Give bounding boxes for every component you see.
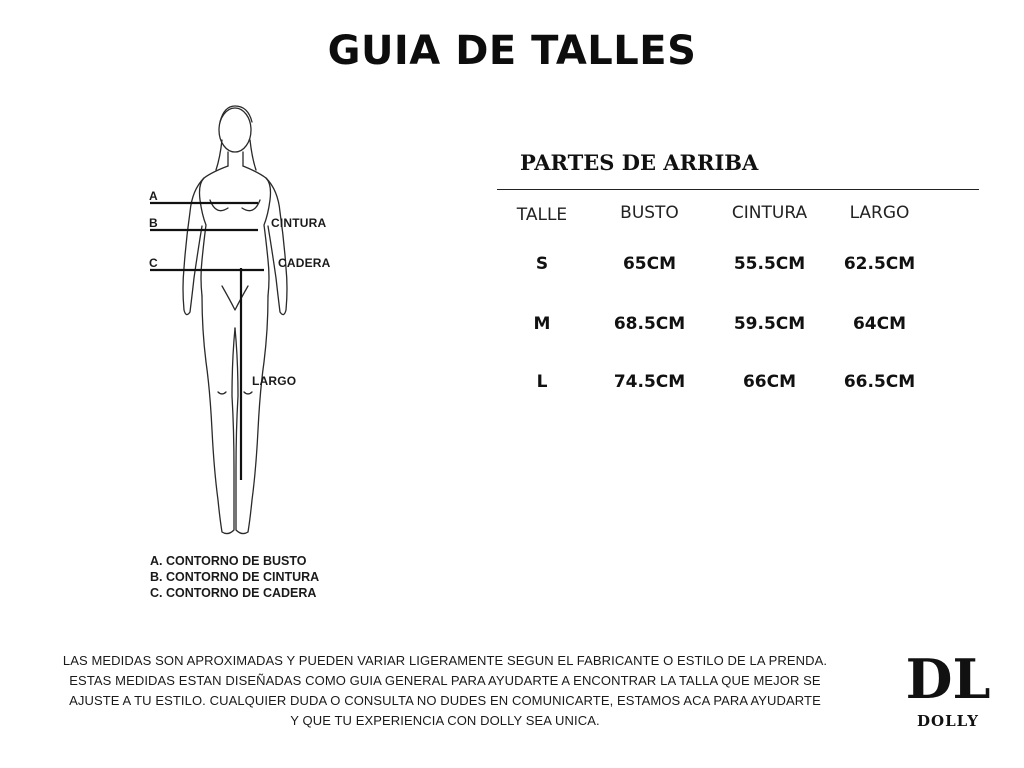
busto-cell: 74.5CM	[613, 372, 686, 392]
dl-monogram-icon	[905, 646, 991, 711]
label-b: B	[149, 216, 158, 230]
label-c: C	[149, 256, 158, 270]
label-a: A	[149, 189, 158, 203]
section-divider	[497, 189, 979, 190]
legend-item: A. CONTORNO DE BUSTO	[150, 554, 307, 568]
size-table	[497, 200, 979, 402]
section-title: PARTES DE ARRIBA	[520, 150, 759, 175]
page-title: GUIA DE TALLES	[327, 28, 697, 74]
table-row	[497, 254, 979, 284]
legend-item: B. CONTORNO DE CINTURA	[150, 570, 320, 584]
table-row	[497, 314, 979, 344]
cintura-cell: 66CM	[742, 372, 797, 392]
size-cell: S	[535, 254, 549, 274]
cintura-cell: 55.5CM	[733, 254, 806, 274]
busto-cell: 65CM	[622, 254, 677, 274]
label-cadera: CADERA	[278, 256, 331, 270]
largo-cell: 62.5CM	[843, 254, 916, 274]
label-cintura: CINTURA	[271, 216, 327, 230]
label-largo: LARGO	[252, 374, 297, 388]
size-cell: M	[533, 314, 551, 334]
measurement-legend	[150, 553, 319, 601]
header-cintura: CINTURA	[731, 203, 808, 223]
table-row	[497, 372, 979, 402]
header-busto: BUSTO	[620, 203, 679, 223]
disclaimer-text	[40, 651, 850, 731]
largo-cell: 64CM	[852, 314, 907, 334]
disclaimer-line: AJUSTE A TU ESTILO. CUALQUIER DUDA O CONSULTA NO DUDES EN COMUNICARTE, ESTAMOS ACA PARA AYUDARTE	[69, 693, 821, 708]
dolly-logo	[905, 646, 991, 736]
busto-cell: 68.5CM	[613, 314, 686, 334]
disclaimer-line: LAS MEDIDAS SON APROXIMADAS Y PUEDEN VARIAR LIGERAMENTE SEGUN EL FABRICANTE O ESTILO DE LA PRENDA.	[62, 653, 828, 668]
svg-text:DL: DL	[905, 647, 991, 711]
cintura-cell: 59.5CM	[733, 314, 806, 334]
size-cell: L	[536, 372, 548, 392]
largo-cell: 66.5CM	[843, 372, 916, 392]
table-header-row	[497, 200, 979, 230]
legend-item: C. CONTORNO DE CADERA	[150, 586, 317, 600]
header-talle: TALLE	[516, 205, 568, 225]
logo-wordmark: DOLLY	[917, 712, 979, 730]
header-largo: LARGO	[849, 203, 910, 223]
disclaimer-line: ESTAS MEDIDAS ESTAN DISEÑADAS COMO GUIA GENERAL PARA AYUDARTE A ENCONTRAR LA TALLA QUE MEJOR SE	[69, 673, 821, 688]
body-measurement-figure	[140, 100, 350, 545]
female-silhouette-illustration	[140, 100, 350, 545]
disclaimer-line: Y QUE TU EXPERIENCIA CON DOLLY SEA UNICA.	[290, 713, 600, 728]
